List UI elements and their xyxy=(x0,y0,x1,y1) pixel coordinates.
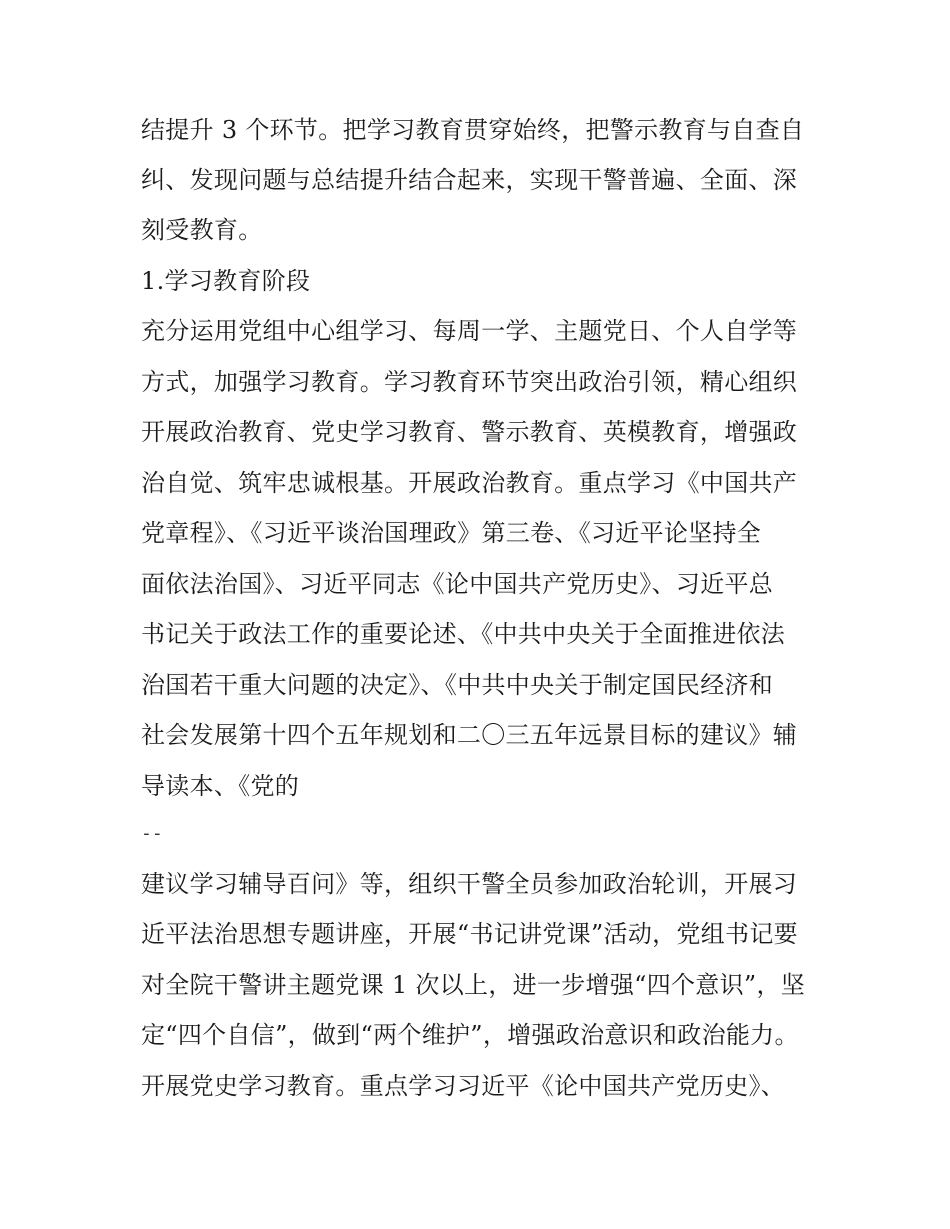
text-line: 纠、发现问题与总结提升结合起来，实现干警普遍、全面、深 xyxy=(141,166,798,194)
text-line: 党章程》、《习近平谈治国理政》第三卷、《习近平论坚持全 xyxy=(141,519,762,547)
text-line: 刻受教育。 xyxy=(141,216,263,244)
text-line: 结提升 3 个环节。把学习教育贯穿始终，把警示教育与自查自 xyxy=(141,116,805,144)
text-line: 开展党史学习教育。重点学习习近平《论中国共产党历史》、 xyxy=(141,1072,786,1100)
text-line: 治国若干重大问题的决定》、《中共中央关于制定国民经济和 xyxy=(141,671,774,699)
text-line: 书记关于政法工作的重要论述、《中共中央关于全面推进依法 xyxy=(141,620,786,648)
text-line: 对全院干警讲主题党课 1 次以上，进一步增强“四个意识”，坚 xyxy=(141,971,806,999)
text-line: 定“四个自信”，做到“两个维护”，增强政治意识和政治能力。 xyxy=(141,1021,799,1049)
section-heading: 1.学习教育阶段 xyxy=(141,267,311,295)
text-line: 建议学习辅导百问》等，组织干警全员参加政治轮训，开展习 xyxy=(141,870,798,898)
text-line: 导读本、《党的 xyxy=(141,772,300,800)
page-separator: -- xyxy=(141,823,163,844)
text-line: 社会发展第十四个五年规划和二〇三五年远景目标的建议》辅 xyxy=(141,721,798,749)
text-line: 面依法治国》、习近平同志《论中国共产党历史》、习近平总 xyxy=(141,570,774,598)
text-line: 方式，加强学习教育。学习教育环节突出政治引领，精心组织 xyxy=(141,368,798,396)
text-line: 充分运用党组中心组学习、每周一学、主题党日、个人自学等 xyxy=(141,317,798,345)
text-line: 治自觉、筑牢忠诚根基。开展政治教育。重点学习《中国共产 xyxy=(141,469,798,497)
text-line: 开展政治教育、党史学习教育、警示教育、英模教育，增强政 xyxy=(141,418,798,446)
text-line: 近平法治思想专题讲座，开展“书记讲党课”活动，党组书记要 xyxy=(141,920,798,948)
